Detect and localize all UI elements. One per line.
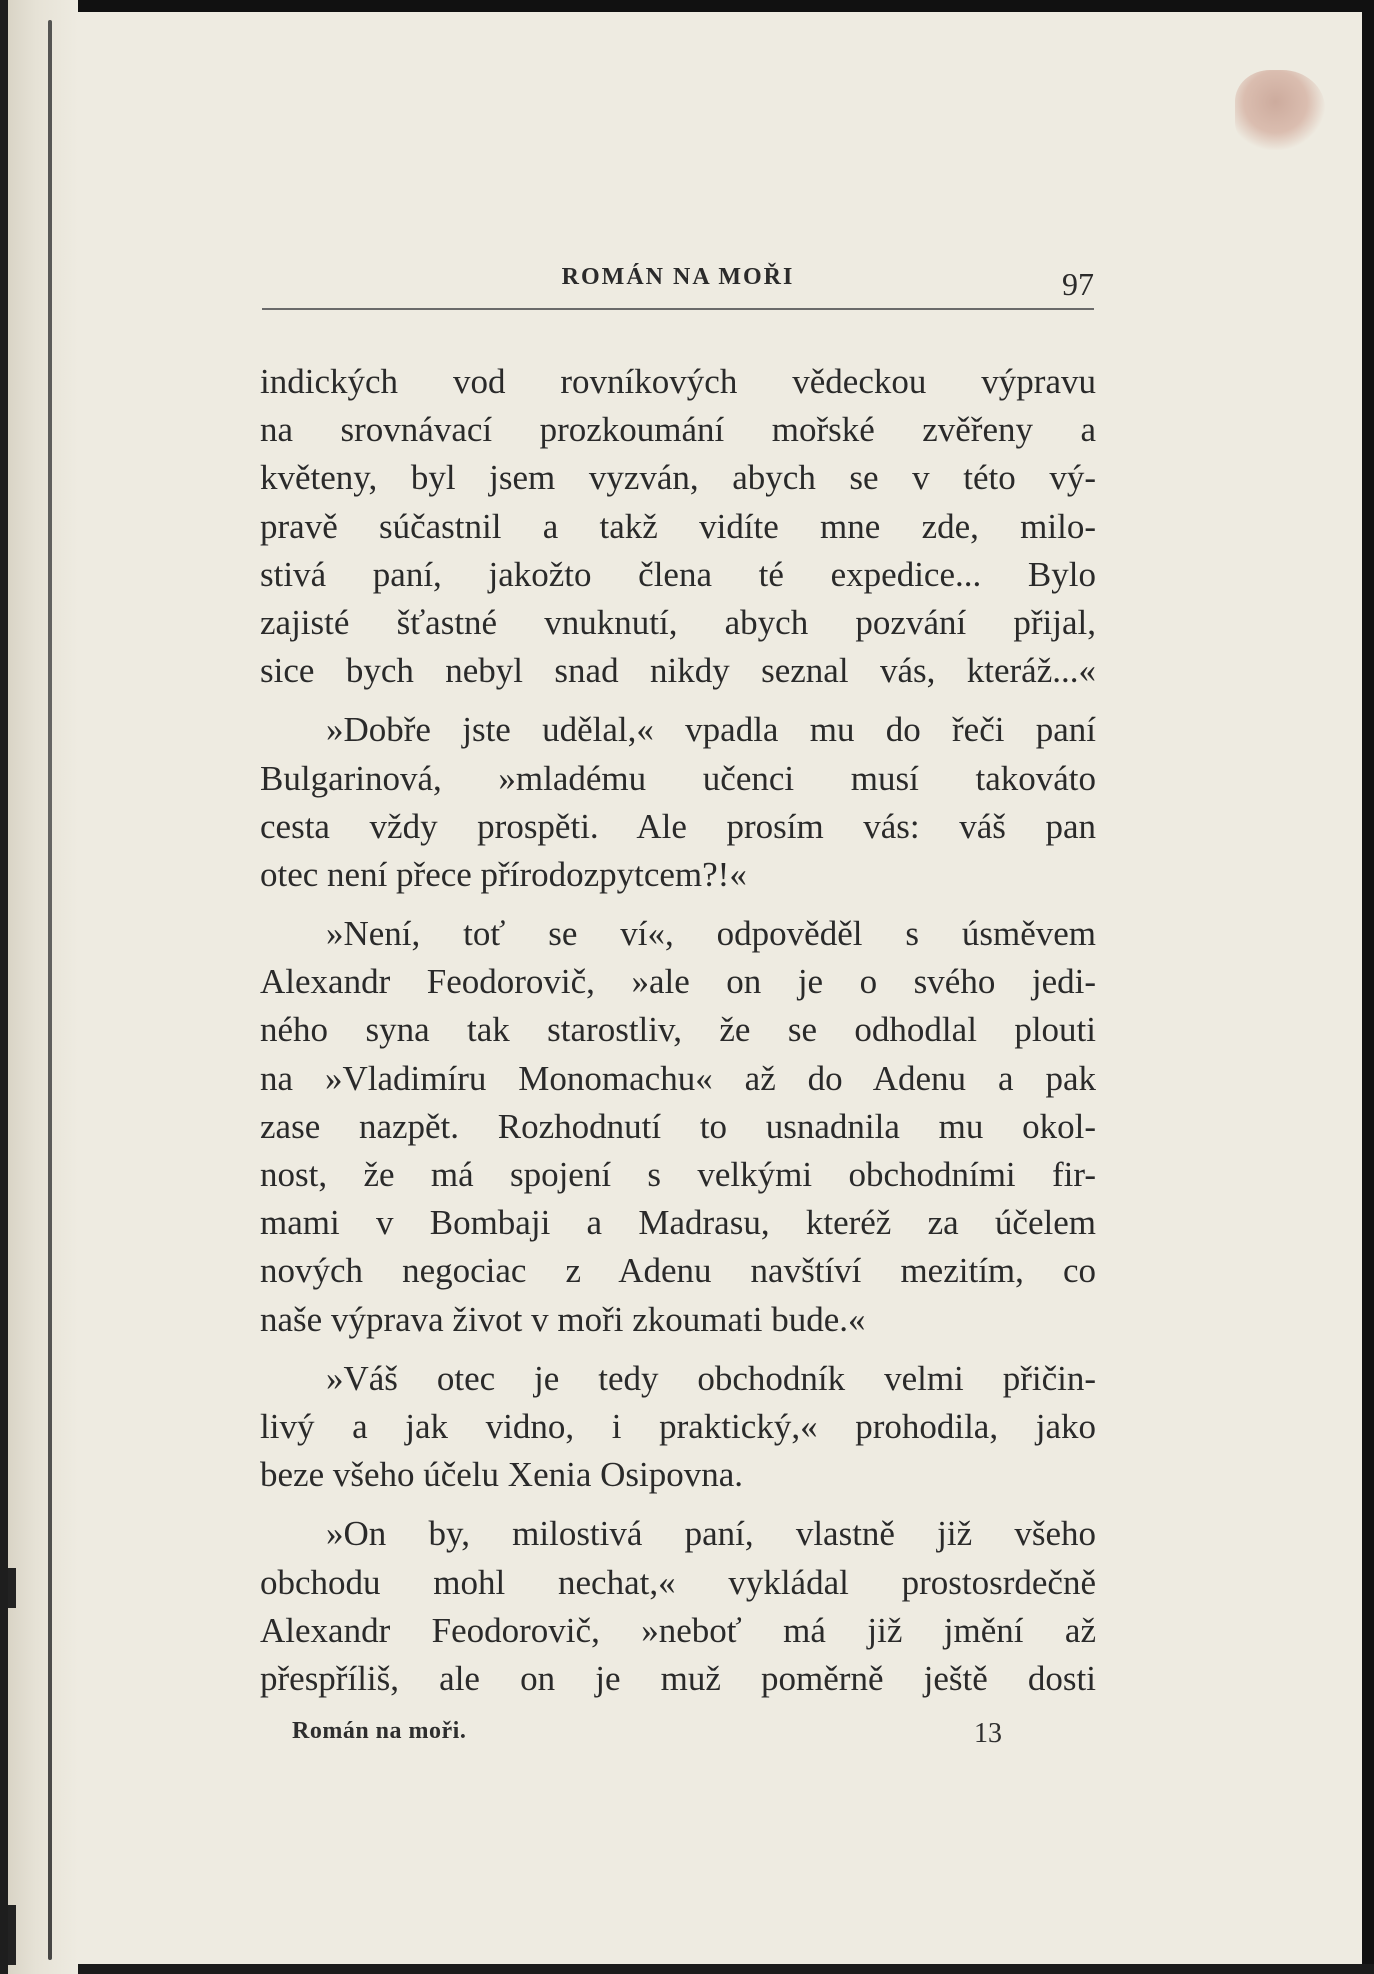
text-line: stivá paní, jakožto člena té expedice... Bylo bbox=[260, 554, 1096, 594]
text-line: »Váš otec je tedy obchodník velmi přičin- bbox=[326, 1358, 1096, 1398]
page-number: 97 bbox=[1062, 266, 1094, 302]
text-line: »Dobře jste udělal,« vpadla mu do řeči paní bbox=[326, 710, 1096, 750]
text-line: zajisté šťastné vnuknutí, abych pozvání přijal, bbox=[260, 602, 1096, 642]
text-line: mami v Bombaji a Madrasu, kteréž za účelem bbox=[260, 1203, 1096, 1243]
text-line: »On by, milostivá paní, vlastně již všeho bbox=[326, 1514, 1096, 1554]
page-footer bbox=[292, 1718, 1002, 1758]
text-line: beze všeho účelu Xenia Osipovna. bbox=[260, 1455, 744, 1495]
text-line: ného syna tak starostliv, že se odhodlal plouti bbox=[260, 1010, 1096, 1050]
signature-mark: 13 bbox=[974, 1718, 1002, 1749]
text-line: zase nazpět. Rozhodnutí to usnadnila mu okol- bbox=[260, 1106, 1096, 1146]
text-line: na »Vladimíru Monomachu« až do Adenu a pak bbox=[260, 1058, 1096, 1098]
text-line: Alexandr Feodorovič, »neboť má již jmění až bbox=[260, 1610, 1096, 1650]
paragraph-gap bbox=[260, 695, 1096, 706]
text-line: květeny, byl jsem vyzván, abych se v této vý- bbox=[260, 458, 1096, 498]
binding-edge bbox=[48, 20, 52, 1960]
binding-notch bbox=[8, 1905, 16, 1965]
body-text bbox=[260, 358, 1096, 1703]
scan-border-left bbox=[0, 0, 8, 1974]
binding-notch bbox=[8, 1568, 16, 1608]
scan-border-bottom bbox=[0, 1964, 1374, 1974]
text-line: sice bych nebyl snad nikdy seznal vás, kteráž...« bbox=[260, 651, 1096, 691]
text-line: nost, že má spojení s velkými obchodními fir- bbox=[260, 1155, 1096, 1194]
binding-shadow bbox=[8, 0, 78, 1974]
text-line: na srovnávací prozkoumání mořské zvěřeny a bbox=[260, 410, 1096, 450]
paper-stain bbox=[1235, 70, 1325, 150]
text-line: obchodu mohl nechat,« vykládal prostosrdečně bbox=[260, 1562, 1096, 1602]
text-line: pravě súčastnil a takž vidíte mne zde, milo- bbox=[260, 506, 1096, 546]
scan-border-right bbox=[1362, 0, 1374, 1974]
text-line: Bulgarinová, »mladému učenci musí takováto bbox=[260, 758, 1096, 798]
text-line: naše výprava život v moři zkoumati bude.« bbox=[260, 1299, 866, 1339]
running-title: ROMÁN NA MOŘI bbox=[561, 264, 795, 290]
paragraph-gap bbox=[260, 1499, 1096, 1510]
text-line: nových negociac z Adenu navštíví mezitím, co bbox=[260, 1251, 1096, 1291]
text-line: cesta vždy prospěti. Ale prosím vás: váš pan bbox=[260, 806, 1096, 846]
text-line: Alexandr Feodorovič, »ale on je o svého jedi- bbox=[260, 962, 1096, 1002]
text-line: otec není přece přírodozpytcem?!« bbox=[260, 854, 747, 894]
footer-book-title: Román na moři. bbox=[292, 1718, 467, 1744]
running-head bbox=[262, 258, 1094, 310]
text-line: »Není, toť se ví«, odpověděl s úsměvem bbox=[326, 914, 1096, 954]
text-line: livý a jak vidno, i praktický,« prohodila, jako bbox=[260, 1406, 1096, 1446]
paragraph-gap bbox=[260, 899, 1096, 910]
paragraph-gap bbox=[260, 1344, 1096, 1355]
text-line: indických vod rovníkových vědeckou výpravu bbox=[260, 362, 1096, 401]
text-line: přespříliš, ale on je muž poměrně ještě dosti bbox=[260, 1658, 1096, 1698]
scan-border-top bbox=[0, 0, 1374, 12]
